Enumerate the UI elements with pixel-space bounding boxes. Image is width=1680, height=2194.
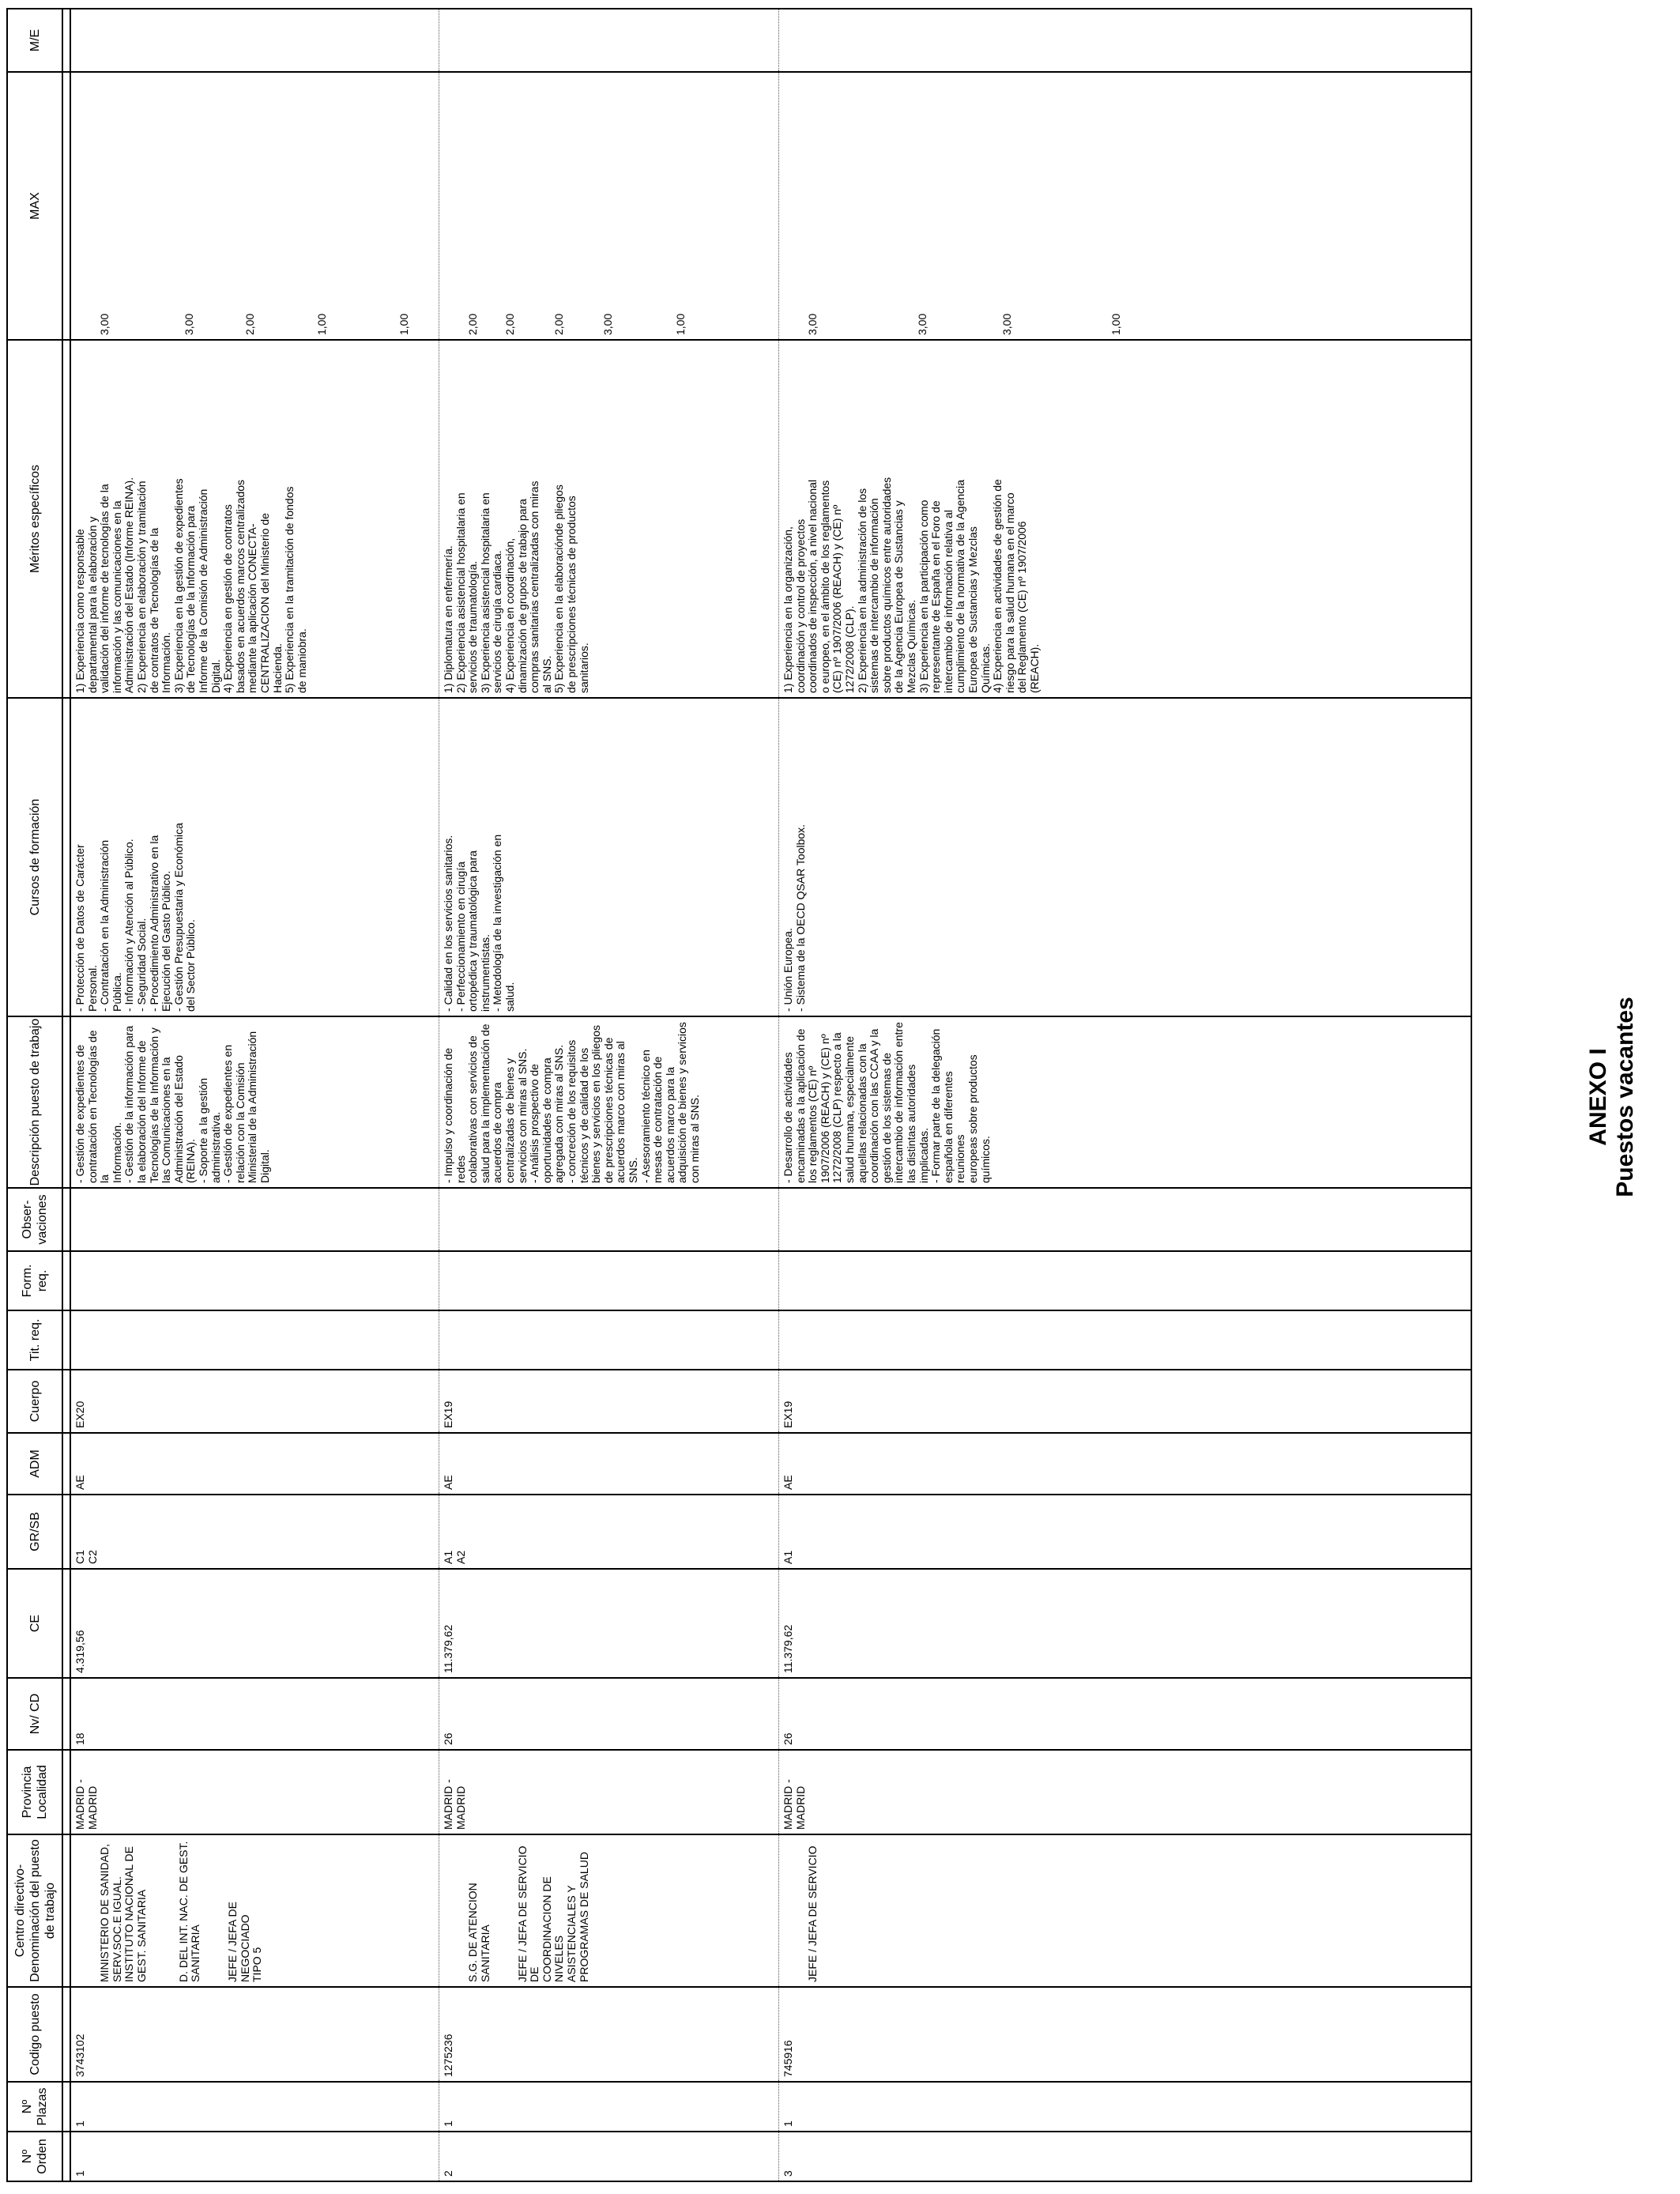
cell-ce: 11.379,62 [779,1569,1471,1678]
table-row [70,9,439,2181]
cell-obs [439,1188,779,1251]
header-tit: Tit. req. [7,1310,62,1370]
header-codigo: Codigo puesto [7,1987,62,2082]
cell-form [439,1251,779,1310]
cell-form [779,1251,1471,1310]
cell-descripcion: - Gestión de expedientes de contratación en Tecnologías de la Información. - Gestión de la información para la elaboración del Informe de Tecnologías de la Información y las Comunicaciones en la Administración del Estado (REINA). - Soporte a la gestión administrativa. - Gestión de expedientes en relación con la Comisión Ministerial de la Administración Digital. [70,1016,439,1188]
max-value: 1,00 [1109,313,1122,335]
header-plazas: Nº Plazas [7,2082,62,2132]
cell-form [70,1251,439,1310]
header-nivel: Nv/ CD [7,1678,62,1750]
merit-item: 3) Experiencia en la participación como representante de España en el Foro de intercambio de información relativa al cumplimiento de la normativa de la Agencia Europea de Sustancias y Mezclas Químicas. [917,479,992,693]
merit-item: 1) Experiencia en la organización, coordinación y control de proyectos coordinados de inspección, a nivel nacional o europeo, en el ámbito de los reglamentos (CE) nº 1907/2006 (REACH) y (CE) nº 1272/2008 (CLP). [782,479,857,693]
cell-orden: 1 [70,2132,439,2181]
merit-item: 2) Experiencia asistencial hospitalaria en servicios de traumatología. [454,492,480,693]
max-value: 3,00 [1000,313,1013,335]
cell-codigo: 745916 [779,1987,1471,2082]
merit-item: 5) Experiencia en la tramitación de fondos de maniobra. [283,486,308,693]
merit-item: 1) Experiencia como responsable departamental para la elaboración y validación del informe de tecnologías de la información y las comunicaciones en la Administración del Estado (Informe REINA). [73,477,136,693]
table-row [779,9,1471,2181]
cell-adm: AE [779,1433,1471,1495]
max-value: 1,00 [315,313,328,335]
header-meritos: Méritos específicos [7,340,62,698]
merit-item: 2) Experiencia en elaboración y tramitación de contratos de Tecnologías de la Información. [134,481,173,693]
merit-item: 4) Experiencia en gestión de contratos basados en acuerdos marcos centralizados mediante la aplicación CONECTA- CENTRALIZACION del Ministerio de Hacienda. [221,479,284,693]
header-obs: Obser- vaciones [7,1188,62,1251]
cell-max [70,72,439,340]
max-value: 3,00 [916,313,929,335]
spacer-row [62,9,70,2181]
cell-centro [70,1834,439,1987]
cell-tit [779,1310,1471,1370]
cell-obs [70,1188,439,1251]
cell-orden: 3 [779,2132,1471,2181]
cell-meritos [70,340,439,698]
cell-nivel: 26 [439,1678,779,1750]
max-value: 3,00 [601,313,614,335]
cell-cuerpo: EX19 [439,1370,779,1433]
cell-me [70,9,439,72]
cell-adm: AE [439,1433,779,1495]
cell-orden: 2 [439,2132,779,2181]
cell-grsb: A1 A2 [439,1495,779,1569]
annex-subtitle: Puestos vacantes [1612,997,1638,1197]
max-value: 1,00 [674,313,687,335]
cell-cursos: - Unión Europea. - Sistema de la OECD QSAR Toolbox. [779,698,1471,1016]
cell-nivel: 18 [70,1678,439,1750]
cell-plazas: 1 [779,2082,1471,2132]
cell-cursos: - Protección de Datos de Carácter Personal. - Contratación en la Administración Pública. - Información y Atención al Público. - Seguridad Social. - Procedimiento Administrativo en la Ejecución del Gasto Público. - Gestión Presupuestaria y Económica del Sector Público. [70,698,439,1016]
max-value: 3,00 [806,313,819,335]
merit-item: 2) Experiencia en la administración de los sistemas de intercambio de información sobre productos químicos entre autoridades de la Agencia Europea de Sustancias y Mezclas Químicas. [855,477,918,693]
cell-obs [779,1188,1471,1251]
header-orden: Nº Orden [7,2132,62,2181]
max-value: 1,00 [397,313,411,335]
header-grsb: GR/SB [7,1495,62,1569]
cell-cursos: - Calidad en los servicios sanitarios. - Perfeccionamiento en cirugía ortopédica y traumatológica para instrumentistas. - Metodología de la investigación en salud. [439,698,779,1016]
cell-centro [779,1834,1471,1987]
merit-item: 4) Experiencia en actividades de gestión de riesgo para la salud humana en el marco del Reglamento (CE) nº 1907/2006 (REACH). [991,479,1041,693]
merit-item: 5) Experiencia en la elaboraciónde pliegos de prescripciones técnicas de productos sanitarios. [552,484,590,693]
max-value: 2,00 [466,313,480,335]
cell-plazas: 1 [439,2082,779,2132]
cell-meritos [439,340,779,698]
job-title: JEFE / JEFA DE NEGOCIADO TIPO 5 [226,1902,264,1982]
unit-name: S.G. DE ATENCION SANITARIA [466,1879,492,1982]
annex-title: ANEXO I [1585,1048,1611,1146]
header-adm: ADM [7,1433,62,1495]
cell-provincia: MADRID - MADRID [779,1750,1471,1834]
max-value: 2,00 [243,313,256,335]
header-me: M/E [7,9,62,72]
cell-ce: 4.319,56 [70,1569,439,1678]
cell-provincia: MADRID - MADRID [439,1750,779,1834]
max-value: 2,00 [503,313,517,335]
header-centro: Centro directivo- Denominación del puesto de trabajo [7,1834,62,1987]
cell-centro [439,1834,779,1987]
unit-name: D. DEL INT. NAC. DE GEST. SANITARIA [176,1841,202,1982]
cell-descripcion: - Impulso y coordinación de redes colaborativas con servicios de salud para la implementación de acuerdos de compra centralizadas de bienes y servicios con miras al SNS. - Análisis prospectivo de oportunidades de compra agregada con miras al SNS. - concreción de los requisitos técnicos y de calidad de los bienes y servicios en los pliegos de prescripciones técnicas de acuerdos marco con miras al SNS. - Asesoramiento técnico en mesas de contratación de acuerdos marco para la adquisición de bienes y servicios con miras al SNS. [439,1016,779,1188]
cell-max [779,72,1471,340]
cell-adm: AE [70,1433,439,1495]
cell-nivel: 26 [779,1678,1471,1750]
cell-grsb: A1 [779,1495,1471,1569]
cell-descripcion: - Desarrollo de actividades encaminadas a la aplicación de los reglamentos (CE) nº 1907/2006 (REACH) y (CE) nº 1272/2008 (CLP) respecto a la salud humana, especialmente aquellas relacionadas con la coordinación con las CCAA y la gestión de los sistemas de intercambio de información entre las distintas autoridades implicadas. - Formar parte de la delegación española en diferentes reuniones europeas sobre productos químicos. [779,1016,1471,1188]
cell-codigo: 3743102 [70,1987,439,2082]
vacancies-table [6,8,1472,2182]
header-descripcion: Descripción puesto de trabajo [7,1016,62,1188]
merit-item: 3) Experiencia asistencial hospitalaria en servicios de cirugía cardiaca. [478,492,504,693]
merit-item: 1) Diplomatura en enfermería. [442,545,455,693]
max-value: 3,00 [98,313,111,335]
cell-max [439,72,779,340]
cell-tit [70,1310,439,1370]
max-value: 3,00 [182,313,195,335]
job-title: JEFE / JEFA DE SERVICIO DE COORDINACION DE NIVELES ASISTENCIALES Y PROGRAMAS DE SALUD [515,1845,590,1982]
cell-grsb: C1 C2 [70,1495,439,1569]
header-row [7,9,62,2181]
cell-me [779,9,1471,72]
ministry-name: MINISTERIO DE SANIDAD, SERV.SOC.E IGUAL. INSTITUTO NACIONAL DE GEST. SANITARIA [98,1843,148,1982]
header-cursos: Cursos de formación [7,698,62,1016]
merit-item: 3) Experiencia en la gestión de expedientes de Tecnologías de la Información para Informe de la Comisión de Administración Digital. [171,478,222,693]
table-row [439,9,779,2181]
header-max: MAX [7,72,62,340]
cell-codigo: 1275236 [439,1987,779,2082]
cell-me [439,9,779,72]
cell-cuerpo: EX20 [70,1370,439,1433]
cell-provincia: MADRID - MADRID [70,1750,439,1834]
cell-tit [439,1310,779,1370]
header-form: Form. req. [7,1251,62,1310]
cell-meritos [779,340,1471,698]
max-value: 2,00 [552,313,565,335]
header-ce: CE [7,1569,62,1678]
header-cuerpo: Cuerpo [7,1370,62,1433]
merit-item: 4) Experiencia en coordinación, dinamización de grupos de trabajo para compras sanitarias centralizadas con miras al SNS. [503,481,553,693]
job-title: JEFE / JEFA DE SERVICIO [806,1845,819,1982]
cell-cuerpo: EX19 [779,1370,1471,1433]
header-provincia: Provincia Localidad [7,1750,62,1834]
cell-plazas: 1 [70,2082,439,2132]
cell-ce: 11.379,62 [439,1569,779,1678]
